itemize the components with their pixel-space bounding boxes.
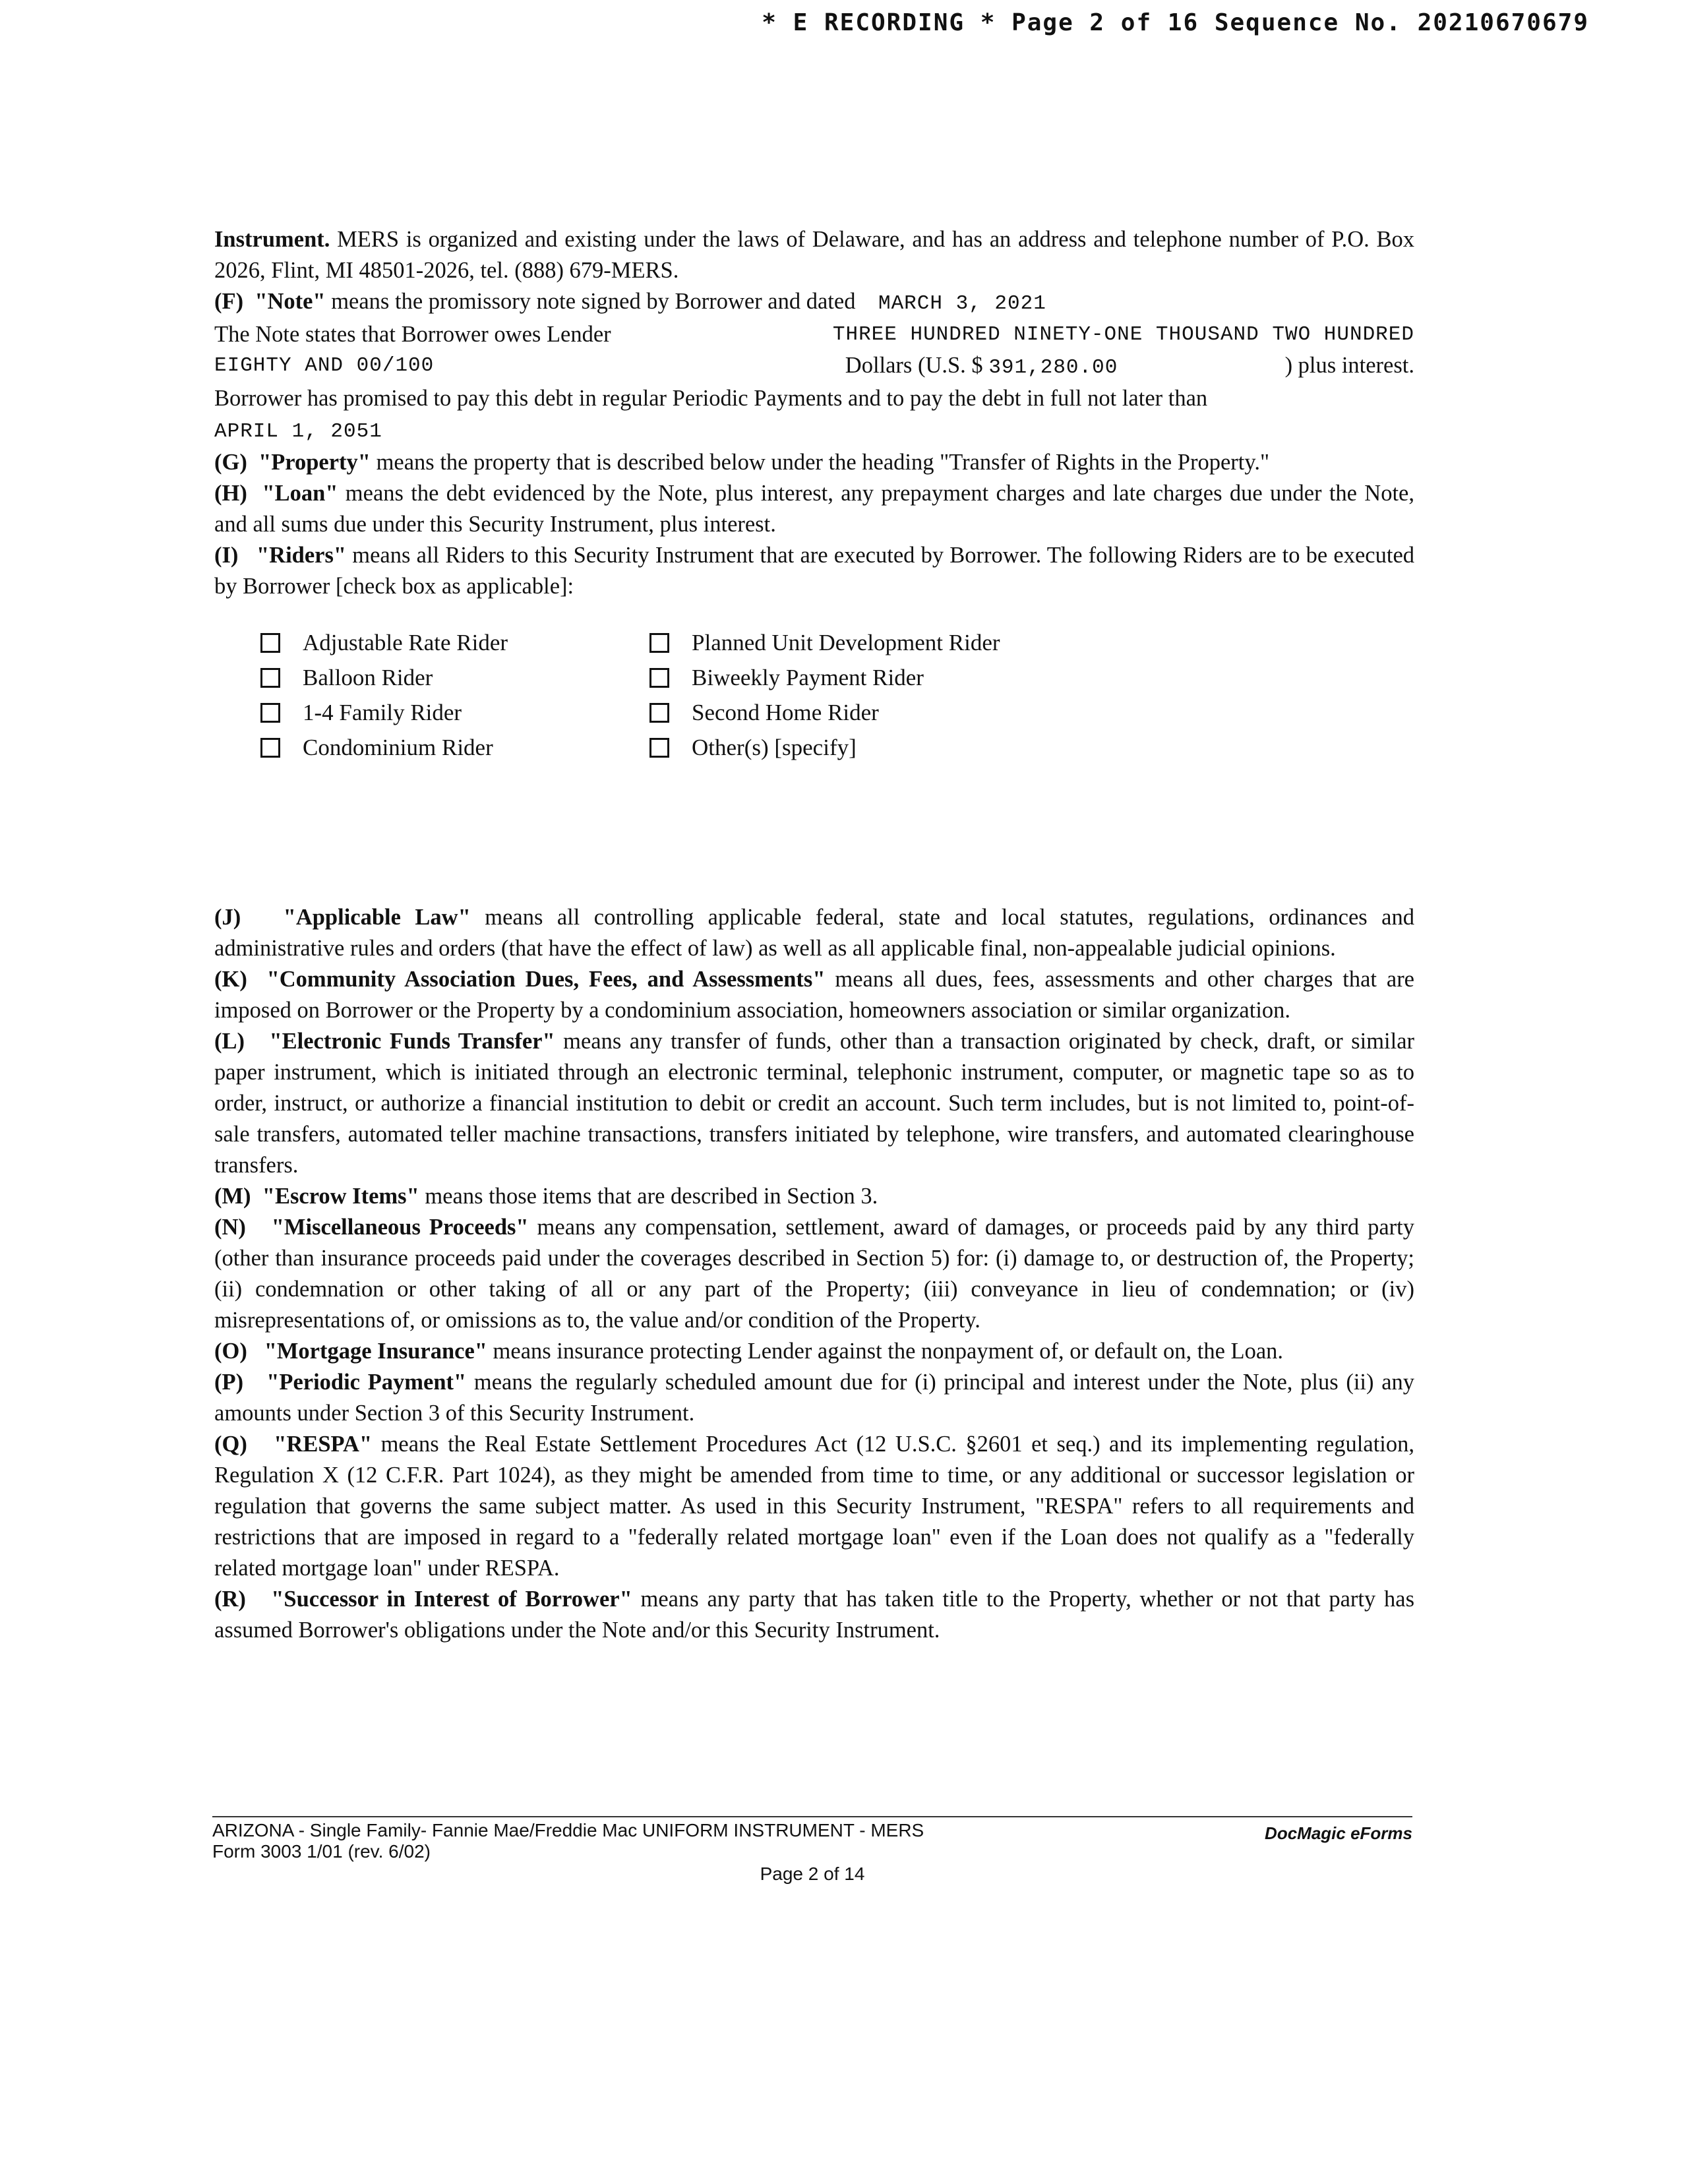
note-text: means the promissory note signed by Borrower and dated [325, 289, 856, 314]
footer-form-title: ARIZONA - Single Family- Fannie Mae/Freddie Mac UNIFORM INSTRUMENT - MERS [212, 1820, 924, 1840]
checkbox[interactable] [649, 703, 669, 723]
riders-left-column [260, 625, 682, 765]
note-date: MARCH 3, 2021 [878, 292, 1046, 315]
rider-planned-unit-development[interactable]: Planned Unit Development Rider [649, 625, 1071, 660]
definition-respa: (Q) "RESPA" means the Real Estate Settlement Procedures Act (12 U.S.C. §2601 et seq.) and its implementing regulation, Regulation X (12 C.F.R. Part 1024), as they might be amended from time to time, or any additional or successor legislation or regulation that governs the same subject matter. As used in this Security Instrument, "RESPA" refers to all requirements and restrictions that are imposed in regard to a "federally related mortgage loan" even if the Loan does not qualify as a "federally related mortgage loan" under RESPA. [214, 1432, 1414, 1581]
rider-adjustable-rate[interactable]: Adjustable Rate Rider [260, 625, 682, 660]
checkbox[interactable] [260, 633, 280, 653]
note-amount: 391,280.00 [988, 356, 1118, 379]
definition-electronic-funds-transfer: (L) "Electronic Funds Transfer" means any transfer of funds, other than a transaction originated by check, draft, or similar paper instrument, which is initiated through an electronic terminal, telephonic instrument, computer, or magnetic tape so as to order, instruct, or authorize a financial institution to debit or credit an account. Such term includes, but is not limited to, point-of-sale transfers, automated teller machine transactions, transfers initiated by telephone, wire transfers, and automated clearinghouse transfers. [214, 1029, 1415, 1178]
checkbox[interactable] [260, 703, 280, 723]
intro-paragraph [214, 224, 1414, 286]
note-maturity-line [214, 414, 1414, 447]
definition-successor-in-interest: (R) "Successor in Interest of Borrower" means any party that has taken title to the Property, whether or not that party has assumed Borrower's obligations under the Note and/or this Security Instrument. [214, 1587, 1415, 1643]
note-dollars-label: Dollars (U.S. $ [845, 353, 983, 378]
definition-community-association: (K) "Community Association Dues, Fees, and Assessments" means all dues, fees, assessments and other charges that are imposed on Borrower or the Property by a condominium association, homeowners association or similar organization. [214, 967, 1414, 1023]
form-footer [212, 1820, 1412, 1884]
definition-miscellaneous-proceeds: (N) "Miscellaneous Proceeds" means any compensation, settlement, award of damages, or proceeds paid by any third party (other than insurance proceeds paid under the coverages described in Section 5) for: (i) damage to, or destruction of, the Property; (ii) condemnation or other taking of all or any part of the Property; (iii) conveyance in lieu of condemnation; or (iv) misrepresentations of, or omissions as to, the value and/or condition of the Property. [214, 1215, 1414, 1333]
rider-second-home[interactable]: Second Home Rider [649, 695, 1071, 730]
note-plus-interest: ) plus interest. [1284, 353, 1414, 378]
footer-brand-logo: DocMagic eForms [1265, 1823, 1412, 1843]
footer-form-number: Form 3003 1/01 (rev. 6/02) [212, 1841, 431, 1862]
note-owes-line [214, 319, 1414, 350]
intro-text: MERS is organized and existing under the laws of Delaware, and has an address and telephone number of P.O. Box 2026, Flint, MI 48501-2026, tel. (888) 679-MERS. [214, 227, 1414, 283]
checkbox[interactable] [260, 668, 280, 688]
definition-loan: (H) "Loan" means the debt evidenced by the Note, plus interest, any prepayment charges and late charges due under the Note, and all sums due under this Security Instrument, plus interest. [214, 481, 1414, 537]
rider-biweekly-payment[interactable]: Biweekly Payment Rider [649, 660, 1071, 695]
definition-periodic-payment: (P) "Periodic Payment" means the regularly scheduled amount due for (i) principal and interest under the Note, plus (ii) any amounts under Section 3 of this Security Instrument. [214, 1370, 1415, 1426]
note-amount-words-1: THREE HUNDRED NINETY-ONE THOUSAND TWO HUNDRED [832, 323, 1414, 346]
riders-right-column [649, 625, 1071, 765]
checkbox[interactable] [649, 738, 669, 758]
checkbox[interactable] [649, 668, 669, 688]
definitions-bottom [214, 902, 1414, 1646]
footer-page-number: Page 2 of 14 [760, 1864, 865, 1884]
rider-balloon[interactable]: Balloon Rider [260, 660, 682, 695]
intro-term: Instrument. [214, 227, 330, 252]
definition-note [214, 286, 1414, 319]
note-amount-words-2: EIGHTY AND 00/100 [214, 354, 435, 377]
rider-condominium[interactable]: Condominium Rider [260, 730, 682, 765]
note-promise: Borrower has promised to pay this debt in regular Periodic Payments and to pay the debt in full not later than [214, 386, 1208, 411]
definition-mortgage-insurance: (O) "Mortgage Insurance" means insurance protecting Lender against the nonpayment of, or default on, the Loan. [214, 1339, 1284, 1364]
rider-1-4-family[interactable]: 1-4 Family Rider [260, 695, 682, 730]
definitions-top [214, 224, 1414, 602]
note-maturity: APRIL 1, 2051 [214, 420, 382, 443]
definition-riders: (I) "Riders" means all Riders to this Security Instrument that are executed by Borrower. The following Riders are to be executed by Borrower [check box as applicable]: [214, 543, 1415, 599]
checkbox[interactable] [260, 738, 280, 758]
definition-escrow-items: (M) "Escrow Items" means those items that are described in Section 3. [214, 1184, 878, 1209]
note-letter: (F) [214, 289, 244, 314]
footer-divider [212, 1816, 1412, 1817]
definition-property: (G) "Property" means the property that is described below under the heading "Transfer of Rights in the Property." [214, 450, 1270, 475]
recording-header: * E RECORDING * Page 2 of 16 Sequence No. 20210670679 [762, 9, 1589, 36]
definition-applicable-law: (J) "Applicable Law" means all controlling applicable federal, state and local statutes, regulations, ordinances and administrative rules and orders (that have the effect of law) as well as all applicable final, non-appealable judicial opinions. [214, 905, 1414, 961]
note-term: "Note" [255, 289, 326, 314]
note-dollars-line [214, 350, 1414, 383]
rider-other[interactable]: Other(s) [specify] [649, 730, 1071, 765]
checkbox[interactable] [649, 633, 669, 653]
note-owes-text: The Note states that Borrower owes Lender [214, 322, 611, 347]
